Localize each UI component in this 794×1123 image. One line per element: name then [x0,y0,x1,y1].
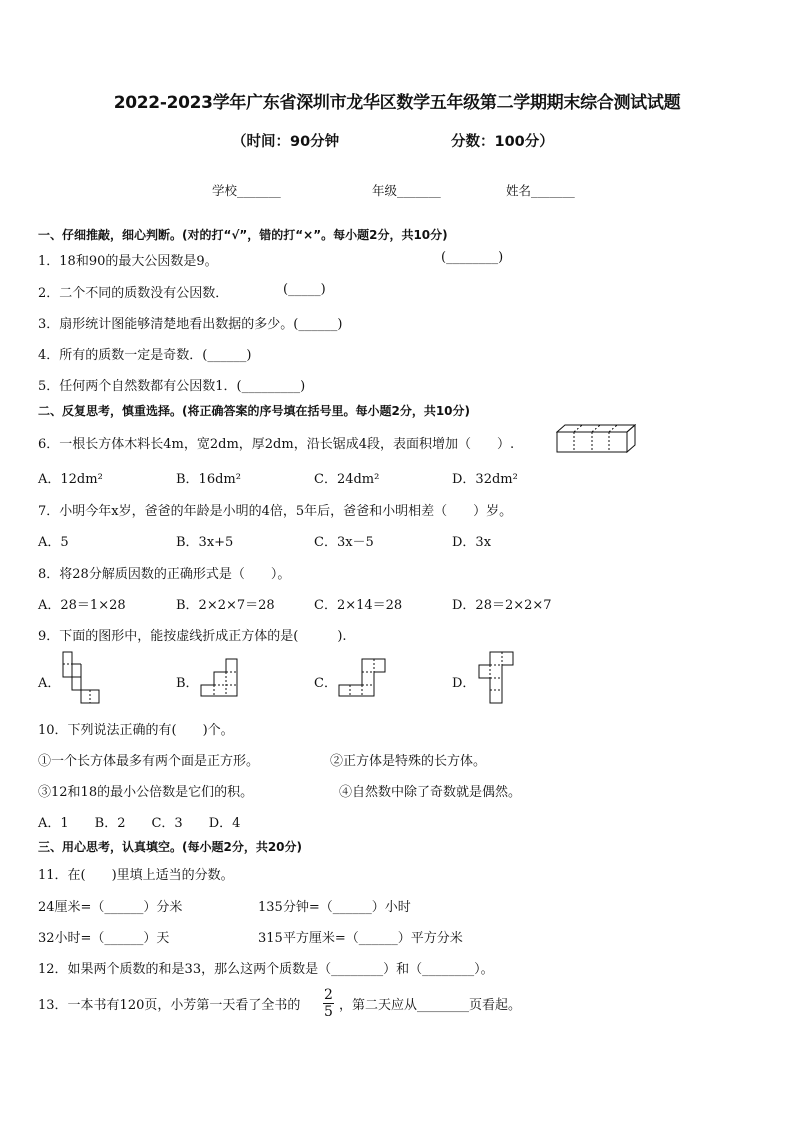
cuboid-figure [556,424,636,454]
q7-option-c[interactable]: C．3x－5 [314,535,374,550]
q13-fraction-denominator: 5 [324,1004,333,1020]
q11-item-a[interactable]: 24厘米=（______）分米 [38,900,183,915]
net-d-figure [476,651,516,705]
q7-option-b[interactable]: B．3x+5 [176,535,234,550]
page-title: 2022-2023学年广东省深圳市龙华区数学五年级第二学期期末综合测试试题 [113,93,681,113]
q10-statement-4: ④自然数中除了奇数就是偶然。 [339,785,522,800]
q9-option-b[interactable]: B． [176,676,199,691]
net-c-figure [338,658,388,698]
question-1: 1．18和90的最大公因数是9。 [38,254,218,269]
question-1-blank[interactable]: (________) [441,250,504,265]
question-2: 2．二个不同的质数没有公因数． [38,286,229,301]
q10-statement-2: ②正方体是特殊的长方体。 [330,754,487,769]
section3-heading: 三、用心思考，认真填空。(每小题2分，共20分) [38,840,303,854]
net-b-figure [200,658,240,698]
q10-options[interactable]: A．1 B．2 C．3 D．4 [38,816,241,831]
grade-field[interactable]: 年级_______ [372,183,441,198]
exam-score: 分数：100分） [451,134,554,150]
question-6: 6．一根长方体木料长4m，宽2dm，厚2dm，沿长锯成4段，表面积增加（ ）. [38,437,515,452]
q6-option-d[interactable]: D．32dm² [452,472,518,487]
net-a-figure [62,651,100,705]
q6-option-a[interactable]: A．12dm² [38,472,103,487]
section2-heading: 二、反复思考，慎重选择。(将正确答案的序号填在括号里。每小题2分，共10分) [38,404,471,418]
name-field[interactable]: 姓名_______ [506,183,575,198]
question-12: 12．如果两个质数的和是33，那么这两个质数是（________）和（________）。 [38,962,494,977]
section1-heading: 一、仔细推敲，细心判断。(对的打“√”，错的打“×”。每小题2分，共10分) [38,228,448,242]
q8-option-b[interactable]: B．2×2×7＝28 [176,598,275,613]
q9-option-d[interactable]: D． [452,676,476,691]
q10-statement-3: ③12和18的最小公倍数是它们的积。 [38,785,254,800]
question-2-blank[interactable]: (_____) [283,282,326,297]
q9-option-c[interactable]: C． [314,676,337,691]
question-7: 7．小明今年x岁，爸爸的年龄是小明的4倍，5年后，爸爸和小明相差（ ）岁。 [38,504,513,519]
question-13-post: ，第二天应从________页看起。 [339,998,522,1013]
question-11: 11．在( )里填上适当的分数。 [38,868,234,883]
q8-option-d[interactable]: D．28＝2×2×7 [452,598,552,613]
question-10: 10．下列说法正确的有( )个。 [38,723,234,738]
q13-fraction [323,988,334,1019]
q11-item-d[interactable]: 315平方厘米=（______）平方分米 [258,931,463,946]
q7-option-a[interactable]: A．5 [38,535,69,550]
q8-option-c[interactable]: C．2×14＝28 [314,598,403,613]
question-5: 5．任何两个自然数都有公因数1．(_________) [38,379,306,394]
q11-item-b[interactable]: 135分钟=（______）小时 [258,900,411,915]
q11-item-c[interactable]: 32小时=（______）天 [38,931,170,946]
school-field[interactable]: 学校_______ [212,183,281,198]
question-9: 9．下面的图形中，能按虚线折成正方体的是( ). [38,629,347,644]
question-4: 4．所有的质数一定是奇数．(______) [38,348,252,363]
question-13-pre: 13．一本书有120页，小芳第一天看了全书的 [38,998,301,1013]
q9-option-a[interactable]: A． [38,676,61,691]
question-3: 3．扇形统计图能够清楚地看出数据的多少。(______) [38,317,343,332]
q6-option-b[interactable]: B．16dm² [176,472,241,487]
q7-option-d[interactable]: D．3x [452,535,492,550]
q13-fraction-numerator: 2 [324,987,333,1003]
q10-statement-1: ①一个长方体最多有两个面是正方形。 [38,754,260,769]
question-8: 8．将28分解质因数的正确形式是（ ）。 [38,567,291,582]
exam-time: （时间：90分钟 [232,134,340,150]
q8-option-a[interactable]: A．28＝1×28 [38,598,126,613]
q6-option-c[interactable]: C．24dm² [314,472,380,487]
